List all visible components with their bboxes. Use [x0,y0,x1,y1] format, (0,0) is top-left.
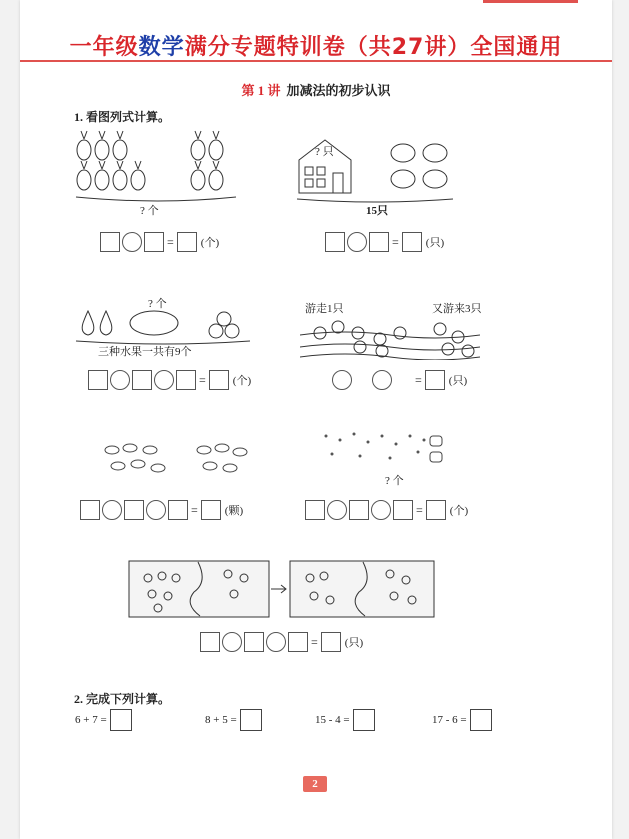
answer-box[interactable] [176,370,196,390]
answer-box[interactable] [325,232,345,252]
page-number-badge: 2 [303,776,327,792]
result-box[interactable] [321,632,341,652]
problem7-equation: = (只) [200,632,363,652]
operator-circle[interactable] [122,232,142,252]
unit-label: (只) [425,237,445,249]
pear-icons [82,311,112,335]
duck-icons [314,321,474,357]
operator-circle[interactable] [372,370,392,390]
pond-scene-before [129,561,269,617]
arrow-icon [271,585,286,593]
pineapple-figure [74,125,244,210]
answer-box[interactable] [470,709,492,731]
section2-title: 2. 完成下列计算。 [74,692,171,706]
unit-label: (颗) [224,505,244,517]
operator-circle[interactable] [332,370,352,390]
result-box[interactable] [177,232,197,252]
house-label: ? 只 [315,146,334,158]
answer-box[interactable] [349,500,369,520]
unit-label: (个) [200,237,220,249]
result-box[interactable] [425,370,445,390]
problem6-equation: = (个) [305,500,468,520]
problem1-equation: = (个) [100,232,219,252]
calc-item: 6 + 7 = [75,709,132,731]
apple-icons [209,312,239,338]
worksheet-page [20,0,612,839]
operator-circle[interactable] [154,370,174,390]
ducks-figure [300,315,480,360]
answer-box[interactable] [88,370,108,390]
calc-item: 8 + 5 = [205,709,262,731]
candy-icons [105,444,247,472]
cat-icons [391,144,447,188]
result-box[interactable] [209,370,229,390]
answer-box[interactable] [244,632,264,652]
result-box[interactable] [402,232,422,252]
problem4-right-label: 又游来3只 [432,303,482,315]
problem4-left-label: 游走1只 [305,303,344,315]
operator-circle[interactable] [110,370,130,390]
unit-label: (个) [232,375,252,387]
result-box[interactable] [426,500,446,520]
answer-box[interactable] [288,632,308,652]
answer-box[interactable] [369,232,389,252]
candies-figure [100,440,270,485]
unit-label: (只) [448,375,468,387]
answer-box[interactable] [124,500,144,520]
answer-box[interactable] [132,370,152,390]
answer-box[interactable] [305,500,325,520]
unit-label: (个) [449,505,469,517]
answer-box[interactable] [80,500,100,520]
lecture-title: 加减法的初步认识 [286,83,391,98]
unit-label: (只) [344,637,364,649]
operator-circle[interactable] [266,632,286,652]
answer-box[interactable] [240,709,262,731]
answer-box[interactable] [100,232,120,252]
dots-figure [320,430,450,470]
answer-box[interactable] [393,500,413,520]
answer-box[interactable] [353,709,375,731]
answer-box[interactable] [110,709,132,731]
top-accent-bar [483,0,578,3]
problem4-equation: = (只) [332,370,467,390]
operator-circle[interactable] [327,500,347,520]
page-title: 一年级数学满分专题特训卷（共27讲）全国通用 [69,35,563,60]
result-box[interactable] [201,500,221,520]
pond-scenes-figure [128,560,438,620]
section1-title: 1. 看图列式计算。 [74,110,171,124]
operator-circle[interactable] [102,500,122,520]
operator-circle[interactable] [371,500,391,520]
operator-circle[interactable] [146,500,166,520]
watermelon-icon [130,311,178,335]
problem2-label: 15只 [366,205,388,217]
calc-item: 15 - 4 = [315,709,375,731]
dot-icons [325,433,426,460]
title-divider [20,60,612,62]
problem3-top-label: ? 个 [148,298,167,310]
problem3-bottom-label: 三种水果一共有9个 [98,346,192,358]
answer-box[interactable] [168,500,188,520]
problem3-equation: = (个) [88,370,251,390]
problem6-label: ? 个 [385,475,404,487]
lecture-number: 第 1 讲 [241,83,281,98]
pineapple-group-left [77,131,145,190]
problem5-equation: = (颗) [80,500,243,520]
lecture-heading [20,80,612,99]
problem2-equation: = (只) [325,232,444,252]
answer-box[interactable] [200,632,220,652]
answer-box[interactable] [144,232,164,252]
operator-circle[interactable] [222,632,242,652]
calc-item: 17 - 6 = [432,709,492,731]
problem1-label: ? 个 [140,205,159,217]
pineapple-group-right [191,131,223,190]
operator-circle[interactable] [347,232,367,252]
